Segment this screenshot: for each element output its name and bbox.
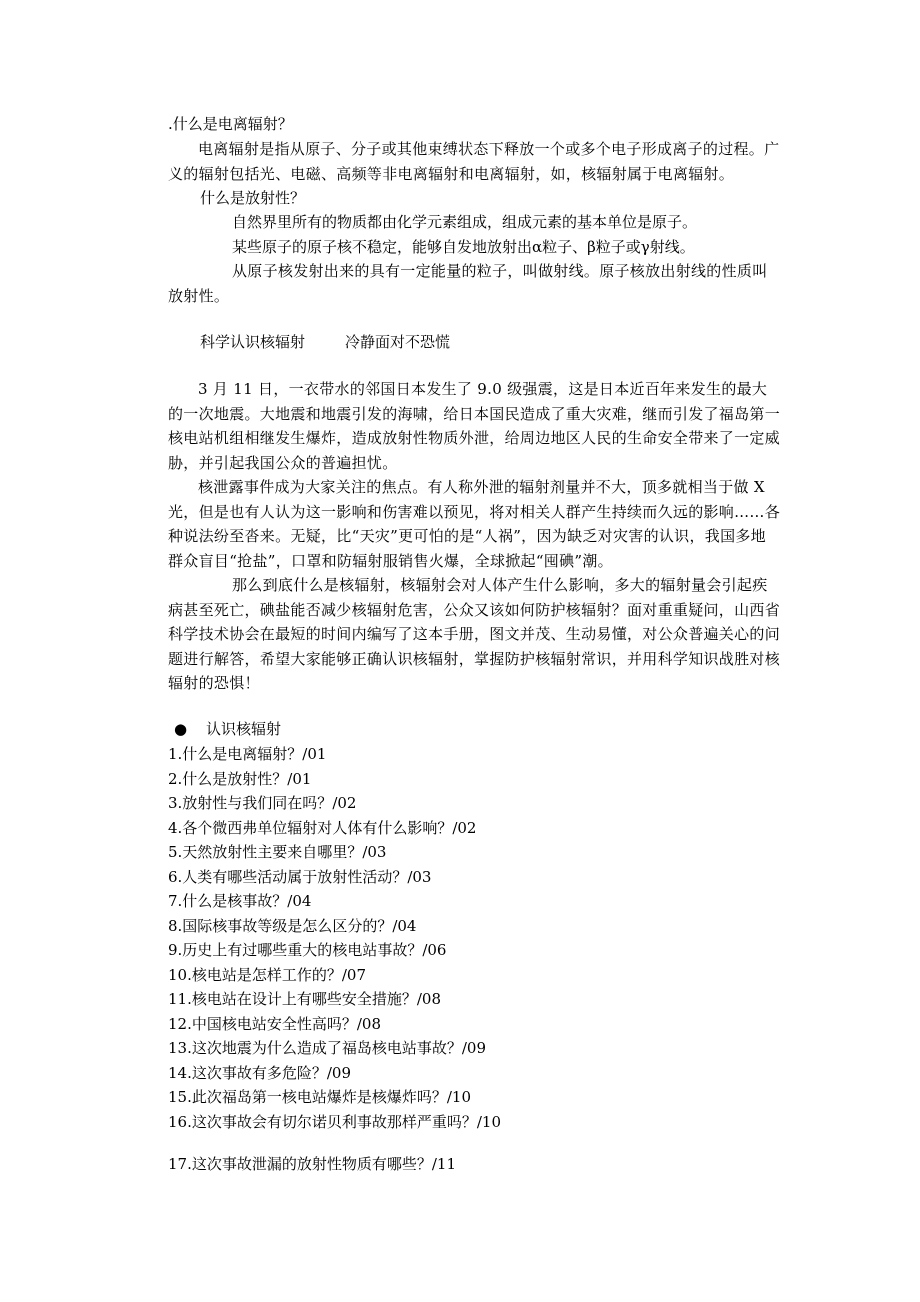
toc-item: 13.这次地震为什么造成了福岛核电站事故？/09 (168, 1039, 486, 1057)
toc-item: 5.天然放射性主要来自哪里？/03 (168, 843, 387, 861)
body-paragraph-2: 核泄露事件成为大家关注的焦点。有人称外泄的辐射剂量并不大，顶多就相当于做 X 光，但是也有人认为这一影响和伤害难以预见，将对相关人群产生持续而久远的影响……各种说法纷至沓来。无疑，比“天灾”更可怕的是“人祸”，因为缺乏对灾害的认识，我国多地群众盲目“抢盐”，口罩和防辐射服销售火爆，全球掀起“囤碘”潮。 (168, 478, 781, 570)
answer-line-3: 从原子核发射出来的具有一定能量的粒子，叫做射线。原子核放出射线的性质叫放射性。 (168, 262, 768, 305)
toc-item: 16.这次事故会有切尔诺贝利事故那样严重吗？/10 (168, 1112, 501, 1131)
body-paragraph-1: 3 月 11 日，一衣带水的邻国日本发生了 9.0 级强震，这是日本近百年来发生的最大的一次地震。大地震和地震引发的海啸，给日本国民造成了重大灾难，继而引发了福岛第一核电站机组相继发生爆炸，造成放射性物质外泄，给周边地区人民的生命安全带来了一定威胁，并引起我国公众的普遍担忧。 (168, 380, 781, 472)
definition-paragraph: 电离辐射是指从原子、分子或其他束缚状态下释放一个或多个电子形成离子的过程。广义的辐射包括光、电磁、高频等非电离辐射和电离辐射，如，核辐射属于电离辐射。 (168, 140, 780, 183)
section-heading (174, 717, 281, 742)
toc-item: 1.什么是电离辐射？/01 (168, 745, 327, 763)
toc-item: 9.历史上有过哪些重大的核电站事故？/06 (168, 941, 447, 959)
table-of-contents (168, 742, 501, 1134)
toc-item: 14.这次事故有多危险？/09 (168, 1063, 351, 1082)
question-radioactivity: 什么是放射性？ (200, 189, 306, 207)
toc-item: 15.此次福岛第一核电站爆炸是核爆炸吗？/10 (168, 1088, 471, 1106)
toc-item-last: 17.这次事故泄漏的放射性物质有哪些？/11 (168, 1155, 456, 1173)
toc-item: 8.国际核事故等级是怎么区分的？/04 (168, 916, 417, 935)
headline-left: 科学认识核辐射 (200, 333, 306, 351)
toc-item: 2.什么是放射性？/01 (168, 769, 312, 788)
toc-item: 3.放射性与我们同在吗？/02 (168, 794, 357, 812)
bullet-icon: ● (174, 720, 188, 738)
answer-line-2: 某些原子的原子核不稳定，能够自发地放射出α粒子、β粒子或γ射线。 (232, 238, 695, 256)
headline-right: 冷静面对不恐慌 (345, 333, 451, 351)
toc-item: 4.各个微西弗单位辐射对人体有什么影响？/02 (168, 818, 477, 837)
body-paragraph-3: 那么到底什么是核辐射，核辐射会对人体产生什么影响，多大的辐射量会引起疾病甚至死亡，碘盐能否减少核辐射危害，公众又该如何防护核辐射？面对重重疑问，山西省科学技术协会在最短的时间内编写了这本手册，图文并茂、生动易懂，对公众普遍关心的问题进行解答，希望大家能够正确认识核辐射，掌握防护核辐射常识，并用科学知识战胜对核辐射的恐惧！ (168, 576, 781, 692)
toc-item: 6.人类有哪些活动属于放射性活动？/03 (168, 867, 432, 886)
headline (200, 330, 812, 355)
toc-item: 10.核电站是怎样工作的？/07 (168, 965, 366, 984)
question-ionizing-radiation: .什么是电离辐射？ (168, 115, 293, 133)
section-title: 认识核辐射 (206, 720, 282, 738)
toc-item: 7.什么是核事故？/04 (168, 892, 312, 910)
toc-item: 12.中国核电站安全性高吗？/08 (168, 1014, 381, 1033)
toc-item: 11.核电站在设计上有哪些安全措施？/08 (168, 990, 441, 1008)
answer-line-1: 自然界里所有的物质都由化学元素组成，组成元素的基本单位是原子。 (232, 213, 698, 231)
